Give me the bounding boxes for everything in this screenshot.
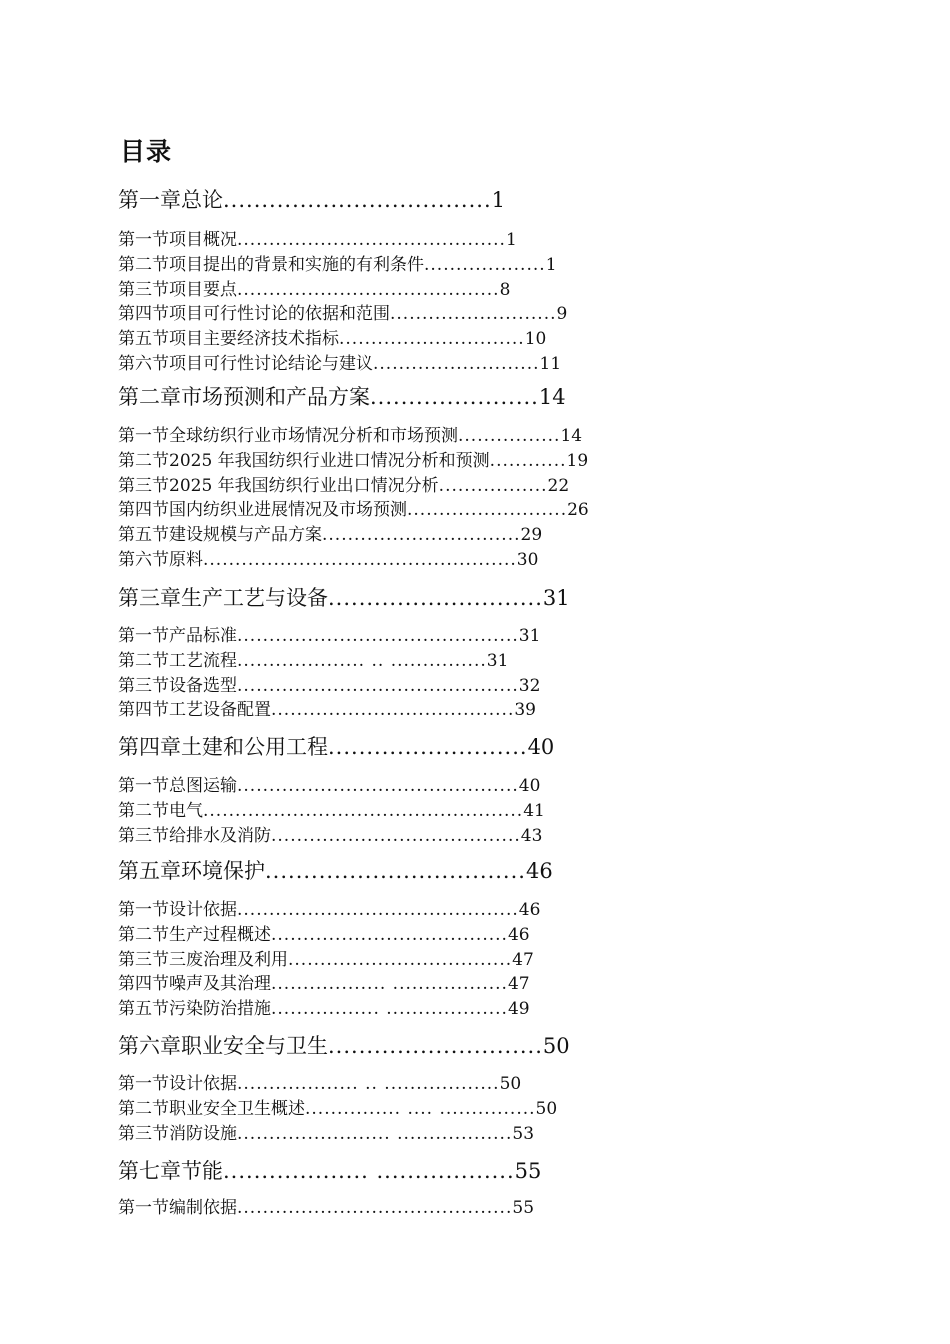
toc-section-3-2-page-number: 31: [486, 651, 509, 671]
toc-section-1-2[interactable]: [118, 254, 557, 276]
toc-section-7-1-title: 第一节编制依据: [118, 1198, 237, 1218]
toc-section-2-4-title: 第四节国内纺织业进展情况及市场预测: [118, 500, 407, 520]
toc-section-5-4-leader-dots: .................. ..................: [271, 974, 508, 994]
toc-section-2-4-page-number: 26: [567, 500, 589, 520]
toc-section-2-3-title: 第三节2025 年我国纺织行业出口情况分析: [118, 476, 439, 496]
toc-section-6-3-page-number: 53: [512, 1124, 535, 1144]
toc-section-3-2-leader-dots: .................... .. ...............: [237, 651, 487, 671]
toc-chapter-4-leader-dots: ..........................: [328, 735, 528, 759]
toc-section-5-2-title: 第二节生产过程概述: [118, 925, 271, 945]
toc-section-4-1-title: 第一节总图运输: [118, 776, 237, 796]
toc-section-5-3[interactable]: [118, 949, 534, 971]
toc-chapter-7[interactable]: [118, 1158, 541, 1184]
toc-section-2-2[interactable]: [118, 450, 588, 472]
toc-section-5-4-page-number: 47: [507, 974, 530, 994]
toc-section-1-2-leader-dots: ...................: [424, 255, 546, 275]
toc-section-4-3[interactable]: [118, 825, 542, 847]
toc-chapter-4-title: 第四章土建和公用工程: [118, 735, 328, 759]
toc-chapter-3-leader-dots: ............................: [328, 586, 543, 610]
toc-chapter-2-title: 第二章市场预测和产品方案: [118, 385, 370, 409]
toc-section-1-1-page-number: 1: [505, 230, 517, 250]
toc-section-6-2-leader-dots: ............... .... ...............: [305, 1099, 536, 1119]
toc-section-7-1[interactable]: [118, 1197, 534, 1219]
toc-chapter-2-page-number: 14: [538, 385, 566, 409]
toc-section-4-2-page-number: 41: [523, 801, 545, 821]
toc-chapter-2-leader-dots: ......................: [370, 385, 539, 409]
toc-section-2-4[interactable]: [118, 499, 589, 521]
toc-section-5-1-page-number: 46: [518, 900, 541, 920]
toc-chapter-3-page-number: 31: [542, 586, 570, 610]
toc-section-5-5-page-number: 49: [507, 999, 530, 1019]
toc-section-2-2-page-number: 19: [566, 451, 589, 471]
toc-section-5-5-title: 第五节污染防治措施: [118, 999, 271, 1019]
toc-section-6-3-leader-dots: ........................ ..................: [237, 1124, 513, 1144]
toc-section-2-4-leader-dots: .........................: [407, 500, 568, 520]
toc-section-1-3-page-number: 8: [499, 280, 511, 300]
toc-section-2-1[interactable]: [118, 425, 582, 447]
toc-section-3-3-leader-dots: ............................................: [237, 676, 519, 696]
toc-section-1-6-page-number: 11: [539, 354, 562, 374]
toc-section-4-1-page-number: 40: [518, 776, 541, 796]
toc-section-2-2-leader-dots: ............: [489, 451, 567, 471]
toc-section-6-2[interactable]: [118, 1098, 557, 1120]
toc-section-5-3-title: 第三节三废治理及利用: [118, 950, 288, 970]
toc-chapter-6[interactable]: [118, 1033, 570, 1059]
toc-chapter-1-page-number: 1: [491, 188, 506, 212]
toc-chapter-1-leader-dots: ...................................: [223, 188, 492, 212]
toc-section-1-2-title: 第二节项目提出的背景和实施的有利条件: [118, 255, 424, 275]
toc-section-1-1[interactable]: [118, 229, 517, 251]
toc-section-3-2[interactable]: [118, 650, 508, 672]
toc-section-2-6-title: 第六节原料: [118, 550, 203, 570]
toc-section-5-3-leader-dots: ...................................: [288, 950, 513, 970]
toc-section-3-3[interactable]: [118, 675, 540, 697]
toc-section-1-3-title: 第三节项目要点: [118, 280, 237, 300]
toc-section-1-6-title: 第六节项目可行性讨论结论与建议: [118, 354, 373, 374]
toc-section-3-4-leader-dots: ......................................: [271, 700, 515, 720]
toc-section-5-1[interactable]: [118, 899, 540, 921]
toc-section-1-1-leader-dots: ..........................................: [237, 230, 506, 250]
toc-section-1-1-title: 第一节项目概况: [118, 230, 237, 250]
toc-section-6-2-title: 第二节职业安全卫生概述: [118, 1099, 305, 1119]
toc-section-1-5[interactable]: [118, 328, 546, 350]
toc-section-2-1-title: 第一节全球纺织行业市场情况分析和市场预测: [118, 426, 458, 446]
toc-section-2-6-page-number: 30: [516, 550, 539, 570]
toc-section-4-3-title: 第三节给排水及消防: [118, 826, 271, 846]
toc-chapter-2[interactable]: [118, 384, 566, 410]
toc-section-6-1-page-number: 50: [499, 1074, 522, 1094]
toc-section-4-2-leader-dots: ..................................................: [203, 801, 524, 821]
toc-section-3-1-page-number: 31: [518, 626, 541, 646]
toc-section-2-3-leader-dots: .................: [438, 476, 548, 496]
toc-chapter-7-page-number: 55: [514, 1159, 542, 1183]
toc-section-6-1-leader-dots: ................... .. ..................: [237, 1074, 500, 1094]
toc-section-1-3[interactable]: [118, 279, 510, 301]
toc-chapter-1[interactable]: [118, 187, 505, 213]
toc-chapter-7-title: 第七章节能: [118, 1159, 223, 1183]
toc-section-6-3[interactable]: [118, 1123, 534, 1145]
toc-section-5-2-leader-dots: .....................................: [271, 925, 508, 945]
toc-section-7-1-leader-dots: ...........................................: [237, 1198, 513, 1218]
toc-chapter-3-title: 第三章生产工艺与设备: [118, 586, 328, 610]
toc-section-5-1-title: 第一节设计依据: [118, 900, 237, 920]
toc-section-6-1-title: 第一节设计依据: [118, 1074, 237, 1094]
toc-section-5-5-leader-dots: ................. ...................: [271, 999, 508, 1019]
toc-section-5-2-page-number: 46: [507, 925, 530, 945]
toc-chapter-4-page-number: 40: [527, 735, 555, 759]
toc-section-7-1-page-number: 55: [512, 1198, 535, 1218]
toc-section-5-1-leader-dots: ............................................: [237, 900, 519, 920]
toc-chapter-4[interactable]: [118, 734, 554, 760]
toc-chapter-1-title: 第一章总论: [118, 188, 223, 212]
toc-section-1-4-leader-dots: ..........................: [390, 304, 557, 324]
toc-section-5-5[interactable]: [118, 998, 530, 1020]
toc-chapter-5-leader-dots: ..................................: [265, 859, 526, 883]
toc-section-4-2[interactable]: [118, 800, 545, 822]
toc-chapter-6-page-number: 50: [542, 1034, 570, 1058]
toc-section-6-2-page-number: 50: [535, 1099, 558, 1119]
toc-section-3-3-title: 第三节设备选型: [118, 676, 237, 696]
toc-section-2-3-page-number: 22: [547, 476, 570, 496]
toc-section-3-3-page-number: 32: [518, 676, 541, 696]
toc-section-1-5-title: 第五节项目主要经济技术指标: [118, 329, 339, 349]
toc-section-1-2-page-number: 1: [545, 255, 557, 275]
toc-section-3-4-title: 第四节工艺设备配置: [118, 700, 271, 720]
toc-chapter-5-page-number: 46: [525, 859, 553, 883]
toc-section-5-4[interactable]: [118, 973, 530, 995]
toc-section-3-1-leader-dots: ............................................: [237, 626, 519, 646]
toc-section-2-1-leader-dots: ................: [458, 426, 561, 446]
toc-section-2-5-page-number: 29: [520, 525, 543, 545]
toc-chapter-5-title: 第五章环境保护: [118, 859, 265, 883]
toc-section-1-3-leader-dots: .........................................: [237, 280, 500, 300]
toc-chapter-6-leader-dots: ............................: [328, 1034, 543, 1058]
toc-section-3-4[interactable]: [118, 699, 536, 721]
toc-section-4-3-leader-dots: .......................................: [271, 826, 521, 846]
toc-chapter-3[interactable]: [118, 585, 570, 611]
toc-section-6-3-title: 第三节消防设施: [118, 1124, 237, 1144]
toc-section-1-4-title: 第四节项目可行性讨论的依据和范围: [118, 304, 390, 324]
toc-section-2-6[interactable]: [118, 549, 538, 571]
toc-section-1-5-page-number: 10: [524, 329, 547, 349]
toc-section-2-5[interactable]: [118, 524, 542, 546]
toc-section-1-6-leader-dots: ..........................: [373, 354, 540, 374]
toc-chapter-7-leader-dots: ................... ..................: [223, 1159, 515, 1183]
toc-section-2-2-title: 第二节2025 年我国纺织行业进口情况分析和预测: [118, 451, 490, 471]
toc-section-3-4-page-number: 39: [514, 700, 536, 720]
toc-section-2-5-leader-dots: ...............................: [322, 525, 521, 545]
toc-section-5-3-page-number: 47: [512, 950, 534, 970]
toc-section-4-2-title: 第二节电气: [118, 801, 203, 821]
toc-section-3-1-title: 第一节产品标准: [118, 626, 237, 646]
toc-chapter-6-title: 第六章职业安全与卫生: [118, 1034, 328, 1058]
toc-section-2-6-leader-dots: .................................................: [203, 550, 517, 570]
toc-chapter-5[interactable]: [118, 858, 553, 884]
toc-section-1-6[interactable]: [118, 353, 561, 375]
toc-section-3-1[interactable]: [118, 625, 540, 647]
toc-section-1-4-page-number: 9: [556, 304, 568, 324]
toc-section-2-5-title: 第五节建设规模与产品方案: [118, 525, 322, 545]
toc-section-2-1-page-number: 14: [560, 426, 583, 446]
toc-section-1-5-leader-dots: .............................: [339, 329, 525, 349]
toc-section-4-1-leader-dots: ............................................: [237, 776, 519, 796]
toc-section-5-4-title: 第四节噪声及其治理: [118, 974, 271, 994]
toc-section-5-2[interactable]: [118, 924, 530, 946]
toc-section-2-3[interactable]: [118, 475, 569, 497]
toc-section-4-3-page-number: 43: [520, 826, 543, 846]
toc-section-6-1[interactable]: [118, 1073, 521, 1095]
toc-title: 目录: [120, 137, 173, 166]
toc-section-3-2-title: 第二节工艺流程: [118, 651, 237, 671]
toc-section-1-4[interactable]: [118, 303, 567, 325]
toc-section-4-1[interactable]: [118, 775, 540, 797]
